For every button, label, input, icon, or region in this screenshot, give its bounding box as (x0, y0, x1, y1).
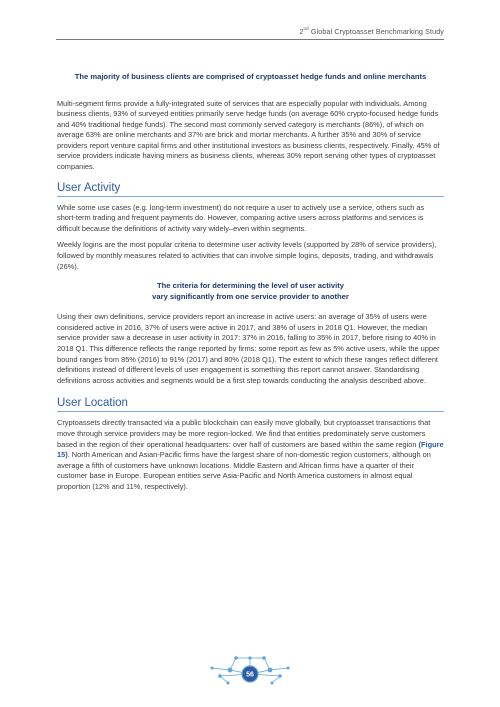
header-rule (56, 39, 444, 40)
section-title-user-location: User Location (57, 397, 444, 412)
main-content (57, 72, 444, 493)
running-header (299, 27, 444, 36)
figure-15-link[interactable]: (Figure 15) (57, 439, 444, 460)
paragraph-active-users: Using their own definitions, service providers report an increase in active users: an average of 35% of users were considered active in 2016, 37% of users were active in 2017, and 38% of users in 2018 Q1. However, the median service provider saw a decrease in user activity in 2017: 37% in 2016, falling to 35% in 2017, before rising to 40% in 2018 Q1. This difference reflects the range reported by firms: some report as few as 5% active users, while the upper bound ranges from 85% (2016) to 91% (2017) and 80% (2018 Q1). The extent to which these ranges reflect different definitions instead of different levels of user engagement is something this report cannot answer. Standardising definitions across activities and segments would be a first step towards conducting the analysis described above. (57, 312, 440, 385)
ordinal-number: 2 (299, 27, 304, 36)
paragraph-user-location (57, 418, 444, 492)
paragraph-weekly-logins: Weekly logins are the most popular criteria to determine user activity levels (supported by 28% of service providers), followed by monthly measures related to activities that can involve simple logins, deposits, trading, and withdrawals (26%). (57, 240, 437, 271)
network-nodes-icon (200, 650, 300, 690)
callout-line-1: The criteria for determining the level of user activity (157, 281, 344, 291)
callout-activity-criteria (57, 281, 444, 302)
callout-business-clients: The majority of business clients are comprised of cryptoasset hedge funds and online merchants (74, 72, 427, 81)
paragraph-use-cases: While some use cases (e.g. long-term investment) do not require a user to actively use a service, others such as short-term trading and frequent payments do. However, comparing active users across platforms and services is difficult because the definitions of activity vary widely–even within segments. (57, 202, 425, 233)
footer-network-logo (200, 650, 300, 690)
section-title-user-activity: User Activity (57, 182, 444, 197)
location-text-end: . North American and Asian-Pacific firms have the largest share of non-domestic region customers, although on average a fifth of customers have unknown locations. Middle Eastern and African firms have a quarter of their customer base in Europe. European entities serve Asia-Pacific and North America customers in almost equal proportion (12% and 11%, respectively). (57, 450, 431, 491)
location-text-start: Cryptoassets directly transacted via a public blockchain can easily move globally, but cryptoasset transactions that move through service providers may be more region-locked. We find that entities predominately serve customers based in the region of their operational headquarters: over half of customers are based within the same region (57, 418, 431, 449)
ordinal-suffix: nd (303, 26, 309, 31)
paragraph-business-clients: Multi-segment firms provide a fully-integrated suite of services that are especially popular with individuals. Among business clients, 93% of surveyed entities primarily serve hedge funds (on average 60% crypto-focused hedge funds and 40% traditional hedge funds). The second most commonly served category is merchants (86%), of which on average 63% are online merchants and 37% are brick and mortar merchants. A further 35% and 30% of service providers report venture capital firms and other institutional investors as business clients, respectively. Finally, 45% of service providers indicate having miners as business clients, whereas 30% report serving other types of cryptoasset companies. (57, 98, 440, 172)
callout-line-2: vary significantly from one service provider to another (152, 291, 349, 301)
running-header-title: Global Cryptoasset Benchmarking Study (308, 27, 444, 36)
page-number: 56 (246, 671, 254, 679)
